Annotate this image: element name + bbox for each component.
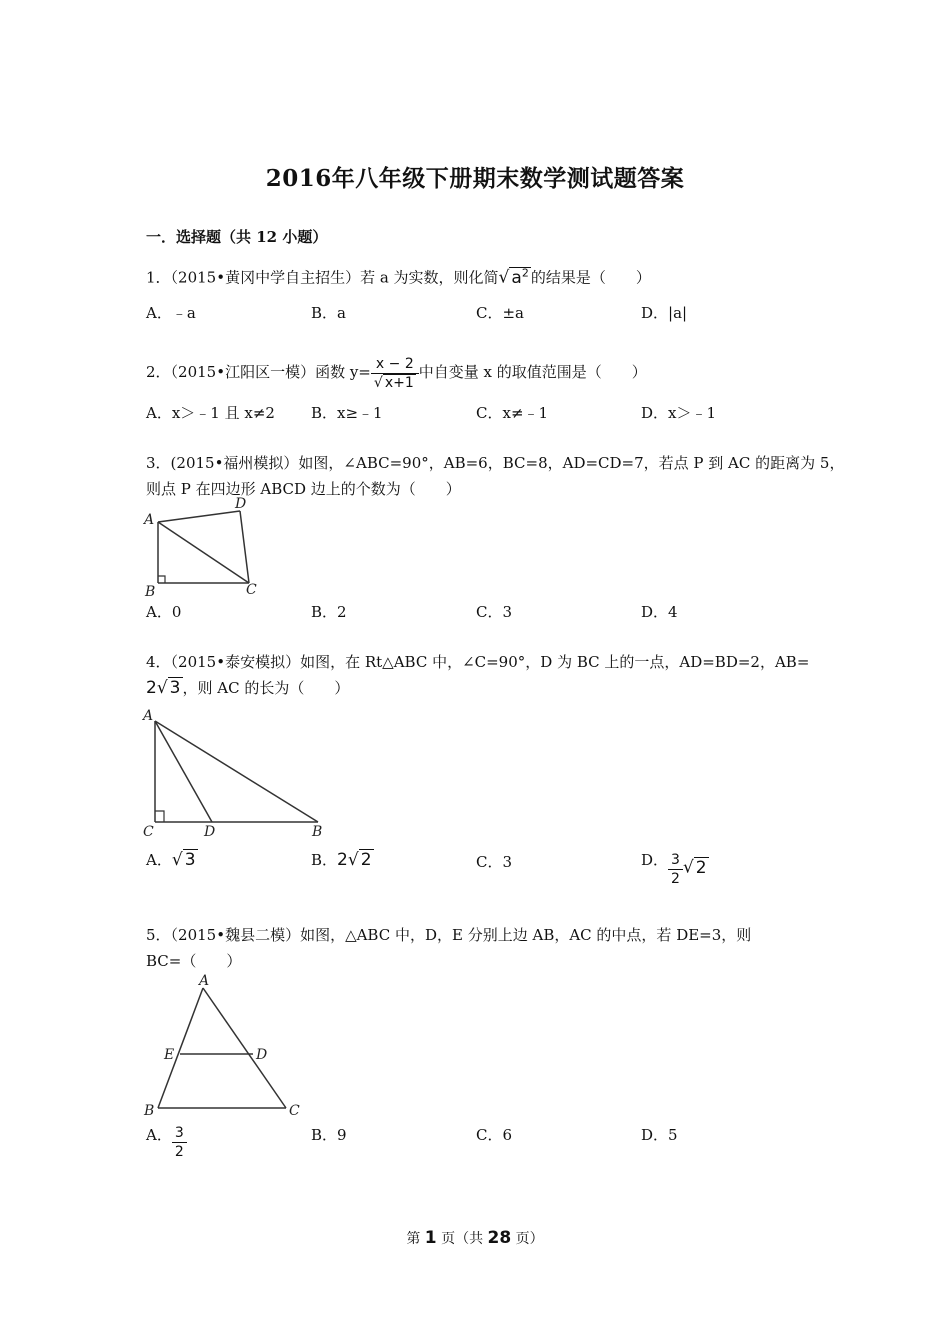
question-2: 2．（2015•江阳区一模）函数 y= $\frac{x - 2}{√ x+1}$ 中自变量 x 的取值范围是（ ）	[146, 355, 647, 391]
q2-option-b: B．x≥﹣1	[311, 404, 383, 422]
question-4: 4．（2015•泰安模拟）如图，在 Rt△ABC 中，∠C=90°，D 为 BC 上的一点，AD=BD=2，AB= 2√ 3 ，则 AC 的长为（ ）	[146, 653, 810, 698]
q4-option-a: A．√ 3	[146, 850, 196, 870]
q4-option-b: B．2√ 2	[311, 850, 372, 870]
section-heading: 一．选择题（共 12 小题）	[146, 228, 328, 246]
figure-quadrilateral-abcd	[140, 496, 270, 600]
q1-option-d: D．|a|	[641, 304, 688, 322]
q1-option-b: B．a	[311, 304, 346, 322]
label-d: D	[204, 824, 216, 840]
page-total: 28	[487, 1228, 512, 1248]
label-c: C	[289, 1103, 300, 1119]
q5-option-b: B．9	[311, 1126, 347, 1144]
function-fraction: $\frac{x - 2}{√ x+1}$	[371, 355, 419, 392]
q4-option-d: D． $\frac{3}{2}$ √ 2	[641, 851, 707, 887]
q2-option-c: C．x≠﹣1	[476, 404, 549, 422]
label-c: C	[246, 582, 257, 598]
label-b: B	[312, 824, 323, 840]
q1-option-a: A．﹣a	[146, 304, 196, 322]
label-d: D	[256, 1047, 268, 1063]
question-3: 3．(2015•福州模拟）如图，∠ABC=90°，AB=6，BC=8，AD=CD=7，若点 P 到 AC 的距离为 5， 则点 P 在四边形 ABCD 边上的个数为（ ）	[146, 454, 845, 498]
ab-value: 2√ 3	[146, 678, 181, 698]
q2-option-d: D．x＞﹣1	[641, 404, 717, 422]
segment-ac	[203, 988, 286, 1108]
q5-option-a: A． $\frac{3}{2}$	[146, 1124, 187, 1161]
page-footer: 第 1 页（共 28 页）	[406, 1228, 544, 1248]
fraction-three-halves: $\frac{3}{2}$	[172, 1124, 187, 1161]
segment-ad	[155, 721, 212, 822]
label-b: B	[144, 1103, 155, 1119]
q3-option-c: C．3	[476, 603, 513, 621]
label-d: D	[235, 496, 247, 512]
document-title: 2016年八年级下册期末数学测试题答案	[265, 165, 685, 192]
segment-ab	[155, 721, 318, 822]
figure-triangle-abc-midsegment	[140, 972, 310, 1122]
label-b: B	[145, 584, 156, 600]
segment-dc	[240, 511, 249, 583]
q3-option-b: B．2	[311, 603, 347, 621]
figure-triangle-abc	[140, 706, 330, 840]
q2-option-a: A．x＞﹣1 且 x≠2	[146, 404, 275, 422]
q4-option-c: C．3	[476, 853, 513, 871]
page-number: 1	[424, 1228, 437, 1248]
question-1: 1．（2015•黄冈中学自主招生）若 a 为实数，则化简√ $a^2$ 的结果是（ ）	[146, 266, 651, 288]
q1-option-c: C．±a	[476, 304, 524, 322]
segment-ac	[158, 522, 249, 583]
q3-option-a: A．0	[146, 603, 182, 621]
question-5: 5．（2015•魏县二模）如图，△ABC 中，D，E 分别上边 AB，AC 的中点，若 DE=3，则 BC=（ ）	[146, 926, 752, 970]
sqrt-expression: √ $a^2$	[498, 266, 529, 288]
label-a: A	[199, 973, 210, 989]
right-angle-mark	[158, 576, 165, 583]
right-angle-mark	[155, 811, 164, 822]
q5-option-d: D．5	[641, 1126, 678, 1144]
label-e: E	[164, 1047, 175, 1063]
fraction-three-halves: $\frac{3}{2}$	[668, 851, 683, 888]
q5-option-c: C．6	[476, 1126, 513, 1144]
label-c: C	[143, 824, 154, 840]
segment-ad	[158, 511, 240, 522]
q3-option-d: D．4	[641, 603, 678, 621]
label-a: A	[143, 708, 154, 724]
label-a: A	[144, 512, 155, 528]
